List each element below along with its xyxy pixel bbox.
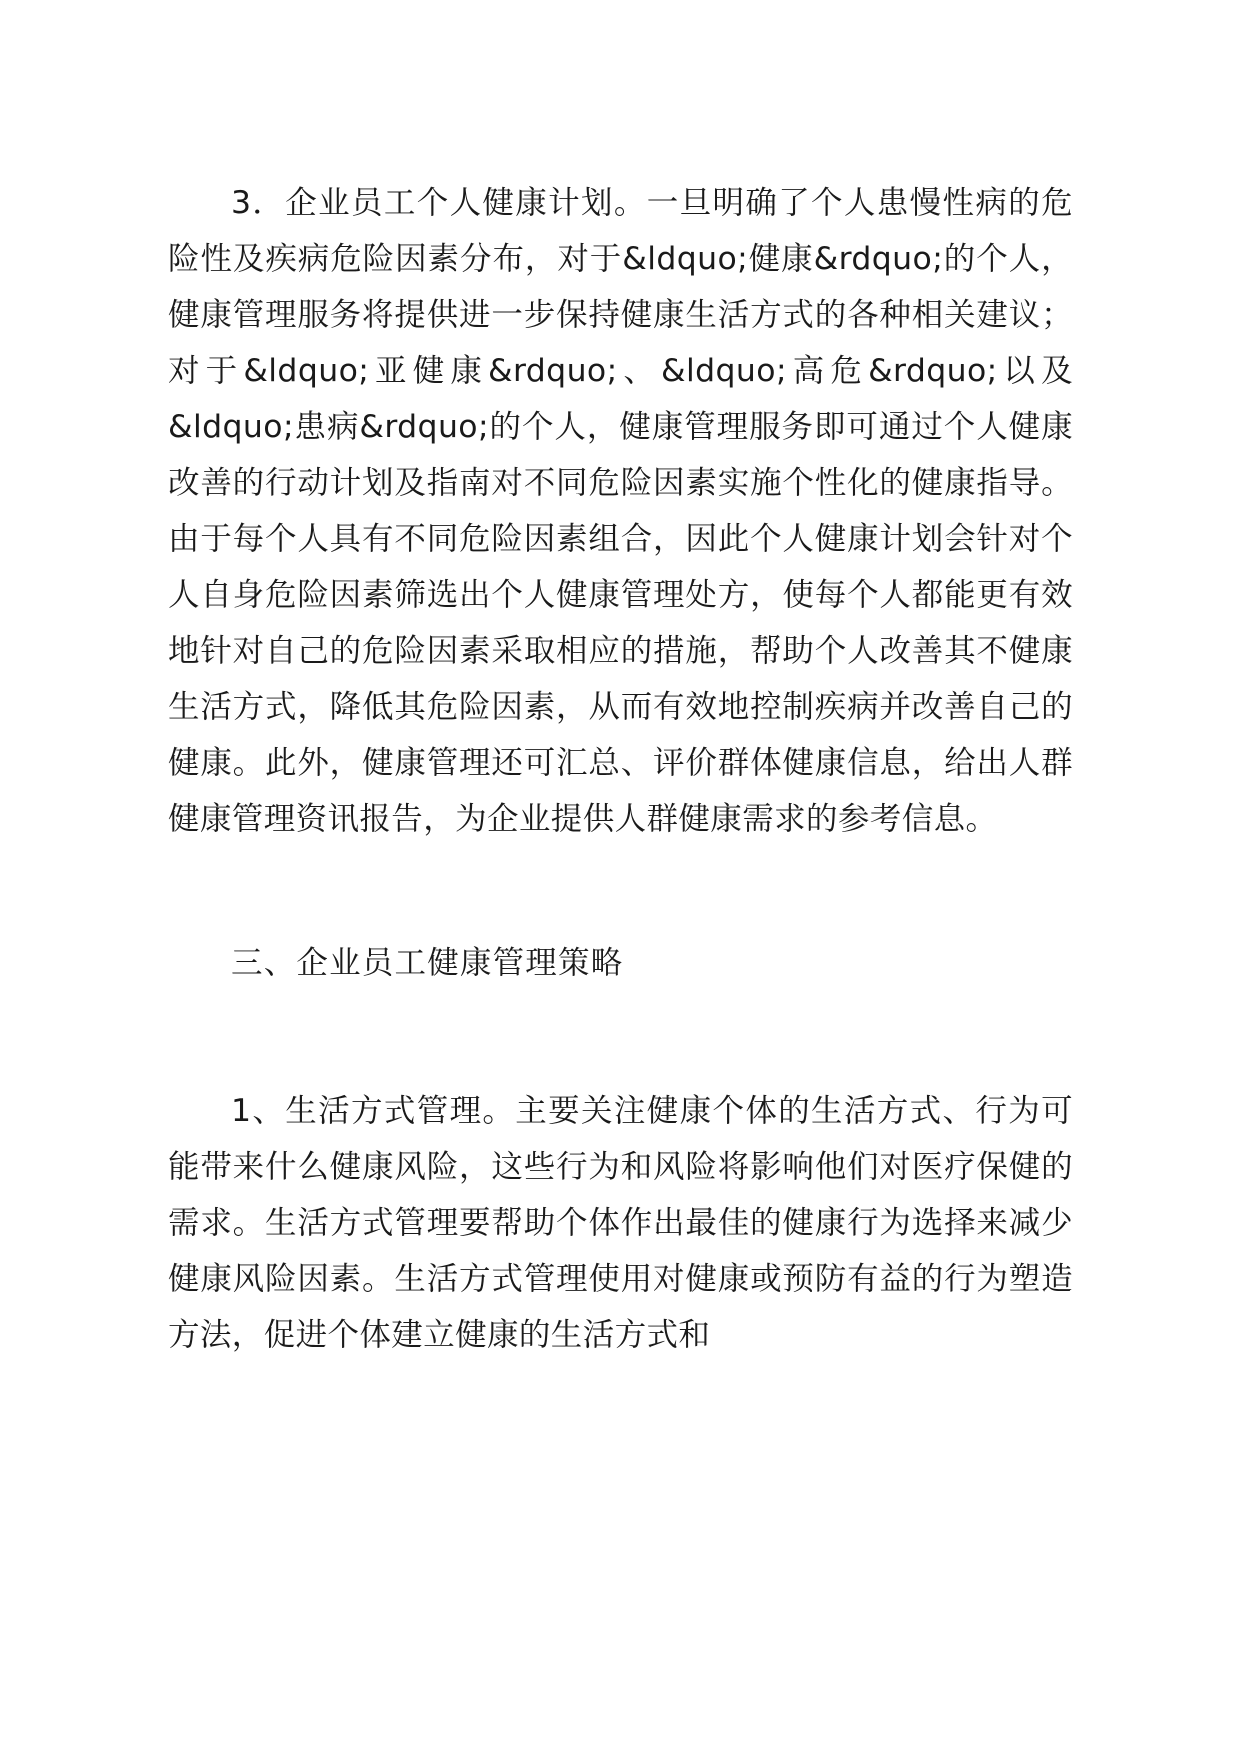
paragraph-lifestyle-management: 1、生活方式管理。主要关注健康个体的生活方式、行为可能带来什么健康风险，这些行为和风险将影响他们对医疗保健的需求。生活方式管理要帮助个体作出最佳的健康行为选择来减少健康风险因素。生活方式管理使用对健康或预防有益的行为塑造方法，促进个体建立健康的生活方式和 — [168, 1093, 1073, 1353]
document-body — [168, 175, 1073, 1363]
paragraph-employee-personal-health-plan: 3．企业员工个人健康计划。一旦明确了个人患慢性病的危险性及疾病危险因素分布，对于&ldquo;健康&rdquo;的个人，健康管理服务将提供进一步保持健康生活方式的各种相关建议；对于&ldquo;亚健康&rdquo;、&ldquo;高危&rdquo;以及&ldquo;患病&rdquo;的个人，健康管理服务即可通过个人健康改善的行动计划及指南对不同危险因素实施个性化的健康指导。由于每个人具有不同危险因素组合，因此个人健康计划会针对个人自身危险因素筛选出个人健康管理处方，使每个人都能更有效地针对自己的危险因素采取相应的措施，帮助个人改善其不健康生活方式，降低其危险因素，从而有效地控制疾病并改善自己的健康。此外，健康管理还可汇总、评价群体健康信息，给出人群健康管理资讯报告，为企业提供人群健康需求的参考信息。 — [168, 185, 1073, 837]
spacer-after-paragraph-3 — [168, 847, 1073, 935]
section-heading-health-management-strategy: 三、企业员工健康管理策略 — [231, 945, 624, 981]
spacer-after-heading — [168, 991, 1073, 1083]
